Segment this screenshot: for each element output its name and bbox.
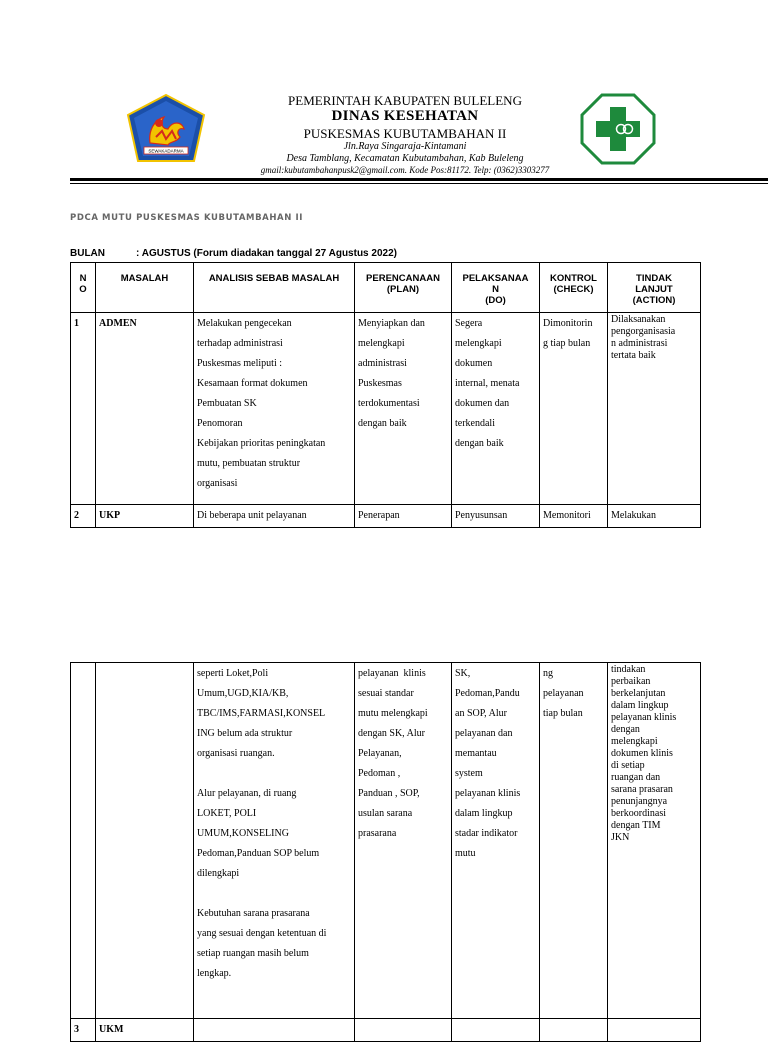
header-do: PELAKSANAA N (DO) bbox=[452, 263, 540, 313]
kop-divider-thin bbox=[70, 183, 768, 184]
bulan-value: : AGUSTUS (Forum diadakan tanggal 27 Agustus 2022) bbox=[136, 248, 397, 259]
header-no: N O bbox=[71, 263, 96, 313]
kop-divider-thick bbox=[70, 178, 768, 181]
emblem-motto: SEWAKADARMA bbox=[148, 148, 184, 154]
bulan-line bbox=[70, 248, 397, 259]
row-do bbox=[452, 1019, 540, 1042]
header-check: KONTROL (CHECK) bbox=[540, 263, 608, 313]
kop-government: PEMERINTAH KABUPATEN BULELENG bbox=[288, 93, 522, 108]
row-masalah: UKP bbox=[96, 505, 194, 528]
buleleng-regency-emblem bbox=[126, 93, 206, 169]
row-plan: Menyiapkan dan melengkapi administrasi Puskesmas terdokumentasi dengan baik bbox=[355, 313, 452, 505]
row-action: tindakan perbaikan berkelanjutan dalam lingkup pelayanan klinis dengan melengkapi dokumen klinis di setiap ruangan dan sarana prasaran penunjangnya berkoordinasi dengan TIM JKN bbox=[608, 663, 701, 1019]
pdca-table-continuation bbox=[70, 662, 701, 1042]
row-plan: pelayanan klinis sesuai standar mutu melengkapi dengan SK, Alur Pelayanan, Pedoman , Panduan , SOP, usulan sarana prasarana bbox=[355, 663, 452, 1019]
row-action: Dilaksanakan pengorganisasia n administrasi tertata baik bbox=[608, 313, 701, 505]
row-check bbox=[540, 1019, 608, 1042]
row-plan: Penerapan bbox=[355, 505, 452, 528]
table-header-row bbox=[71, 263, 701, 313]
pdca-table bbox=[70, 262, 701, 528]
bulan-label: BULAN bbox=[70, 248, 105, 259]
header-masalah: MASALAH bbox=[96, 263, 194, 313]
kop-contact: gmail:kubutambahanpusk2@gmail.com. Kode Pos:81172. Telp: (0362)3303277 bbox=[260, 165, 550, 175]
row-check: Dimonitorin g tiap bulan bbox=[540, 313, 608, 505]
kop-department: DINAS KESEHATAN bbox=[331, 108, 479, 124]
kop-village: Desa Tamblang, Kecamatan Kubutambahan, Kab Buleleng bbox=[286, 153, 524, 164]
row-check: Memonitori bbox=[540, 505, 608, 528]
row-no: 1 bbox=[71, 313, 96, 505]
row-analisis: Di beberapa unit pelayanan bbox=[194, 505, 355, 528]
document-title: PDCA MUTU PUSKESMAS KUBUTAMBAHAN II bbox=[70, 213, 304, 223]
row-action bbox=[608, 1019, 701, 1042]
row-analisis bbox=[194, 1019, 355, 1042]
row-analisis: Melakukan pengecekan terhadap administrasi Puskesmas meliputi : Kesamaan format dokumen Pembuatan SK Penomoran Kebijakan prioritas peningkatan mutu, pembuatan struktur organisasi bbox=[194, 313, 355, 505]
row-masalah: ADMEN bbox=[96, 313, 194, 505]
table-row bbox=[71, 1019, 701, 1042]
row-no: 3 bbox=[71, 1019, 96, 1042]
table-row bbox=[71, 505, 701, 528]
header-analisis: ANALISIS SEBAB MASALAH bbox=[194, 263, 355, 313]
table-row bbox=[71, 663, 701, 1019]
row-do: Segera melengkapi dokumen internal, menata dokumen dan terkendali dengan baik bbox=[452, 313, 540, 505]
header-plan: PERENCANAAN (PLAN) bbox=[355, 263, 452, 313]
row-masalah bbox=[96, 663, 194, 1019]
row-masalah: UKM bbox=[96, 1019, 194, 1042]
row-do: SK, Pedoman,Pandu an SOP, Alur pelayanan dan memantau system pelayanan klinis dalam lingkup stadar indikator mutu bbox=[452, 663, 540, 1019]
row-do: Penyusunsan bbox=[452, 505, 540, 528]
row-plan bbox=[355, 1019, 452, 1042]
row-no: 2 bbox=[71, 505, 96, 528]
row-analisis: seperti Loket,Poli Umum,UGD,KIA/KB, TBC/IMS,FARMASI,KONSEL ING belum ada struktur organisasi ruangan. Alur pelayanan, di ruang LOKET, POLI UMUM,KONSELING Pedoman,Panduan SOP belum dilengkapi Kebutuhan sarana prasarana yang sesuai dengan ketentuan di setiap ruangan masih belum lengkap. bbox=[194, 663, 355, 1019]
row-action: Melakukan bbox=[608, 505, 701, 528]
kop-puskesmas: PUSKESMAS KUBUTAMBAHAN II bbox=[303, 126, 507, 141]
kop-address: Jln.Raya Singaraja-Kintamani bbox=[343, 141, 467, 152]
table-row bbox=[71, 313, 701, 505]
row-no bbox=[71, 663, 96, 1019]
row-check: ng pelayanan tiap bulan bbox=[540, 663, 608, 1019]
header-action: TINDAK LANJUT (ACTION) bbox=[608, 263, 701, 313]
